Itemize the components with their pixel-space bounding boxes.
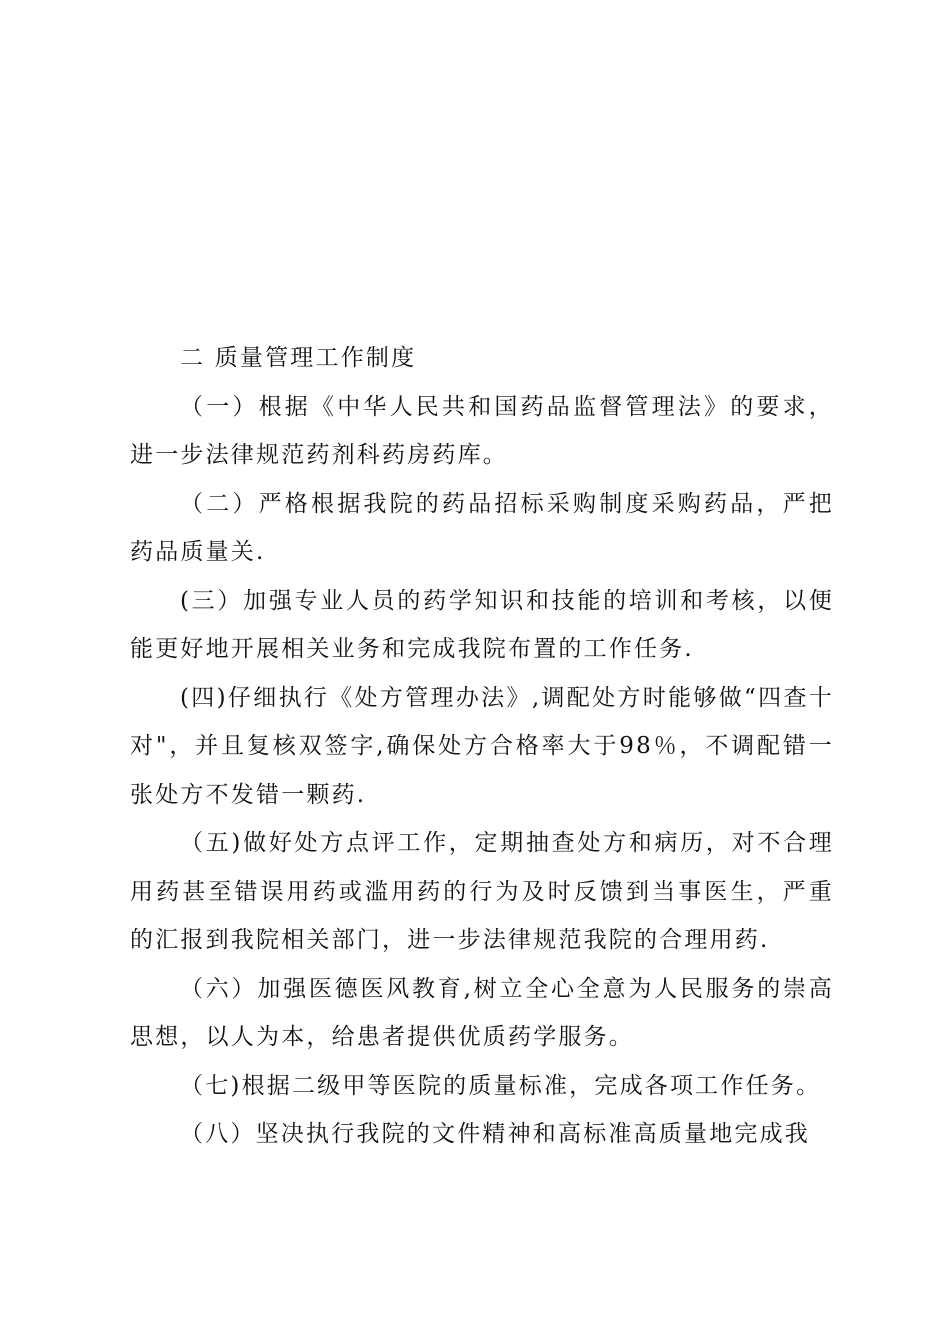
paragraph-3: (三）加强专业人员的药学知识和技能的培训和考核，以便能更好地开展相关业务和完成我院布置的工作任务.: [130, 587, 834, 662]
paragraph-8: （八）坚决执行我院的文件精神和高标准高质量地完成我: [180, 1121, 810, 1147]
paragraph-2: （二）严格根据我院的药品招标采购制度采购药品，严把药品质量关.: [130, 490, 834, 565]
paragraph-1: （一）根据《中华人民共和国药品监督管理法》的要求，进一步法律规范药剂科药房药库。: [130, 393, 834, 468]
paragraph-7: （七)根据二级甲等医院的质量标准，完成各项工作任务。: [180, 1072, 822, 1099]
section-heading: 二 质量管理工作制度: [180, 345, 417, 371]
paragraph-4: (四)仔细执行《处方管理办法》,调配处方时能够做“四查十对"，并且复核双签字,确保处方合格率大于98％，不调配错一张处方不发错一颗药.: [130, 684, 834, 808]
document-body: [130, 334, 834, 1159]
paragraph-5: （五)做好处方点评工作，定期抽查处方和病历，对不合理用药甚至错误用药或滥用药的行为及时反馈到当事医生，严重的汇报到我院相关部门，进一步法律规范我院的合理用药.: [130, 830, 834, 953]
paragraph-6: （六）加强医德医风教育,树立全心全意为人民服务的崇高思想，以人为本，给患者提供优质药学服务。: [130, 975, 834, 1050]
